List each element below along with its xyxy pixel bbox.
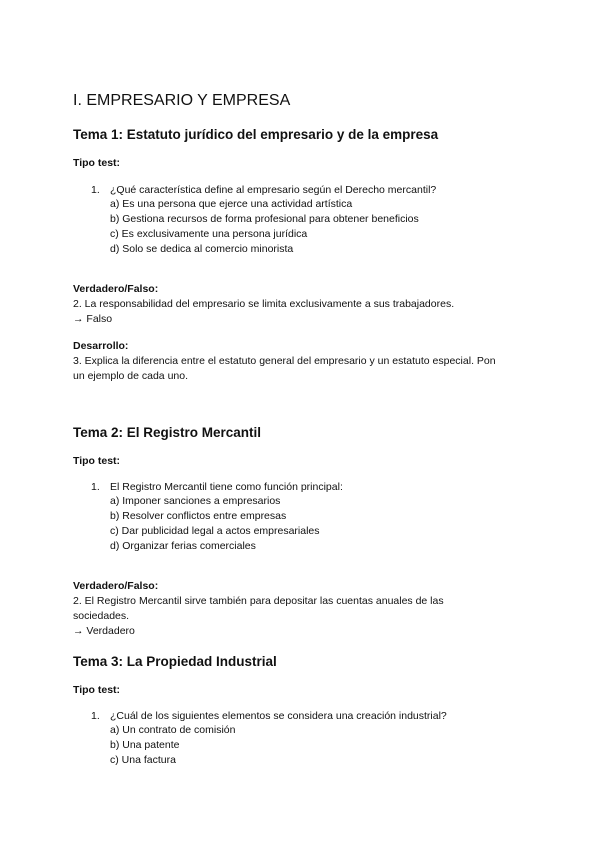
- tema1-q1-option-a: a) Es una persona que ejerce una actividad artística: [110, 198, 353, 210]
- tema1-vf-answer: → Falso: [73, 313, 113, 325]
- tema3-q1-option-a: a) Un contrato de comisión: [110, 724, 236, 736]
- tema2-vf-label: Verdadero/Falso:: [73, 580, 159, 592]
- tema3-q1-option-b: b) Una patente: [110, 739, 180, 751]
- tema2-tipo-test-label: Tipo test:: [73, 455, 121, 467]
- tema2-q1-option-a: a) Imponer sanciones a empresarios: [110, 495, 281, 507]
- tema1-tipo-test-label: Tipo test:: [73, 157, 121, 169]
- tema1-vf-question: 2. La responsabilidad del empresario se limita exclusivamente a sus trabajadores.: [73, 298, 455, 310]
- tema1-q1-question: ¿Qué característica define al empresario según el Derecho mercantil?: [110, 184, 437, 196]
- tema2-q1-option-c: c) Dar publicidad legal a actos empresariales: [110, 525, 320, 537]
- tema2-vf-answer: → Verdadero: [73, 625, 135, 637]
- tema3-q1-option-c: c) Una factura: [110, 754, 176, 766]
- tema2-heading: Tema 2: El Registro Mercantil: [73, 425, 262, 440]
- tema3-tipo-test-label: Tipo test:: [73, 684, 121, 696]
- tema2-vf-line1: 2. El Registro Mercantil sirve también para depositar las cuentas anuales de las: [73, 595, 444, 607]
- tema1-vf-label: Verdadero/Falso:: [73, 283, 159, 295]
- tema1-q1-number: 1.: [91, 184, 100, 196]
- tema1-desarrollo-line2: un ejemplo de cada uno.: [73, 370, 189, 382]
- tema2-q1-number: 1.: [91, 481, 100, 493]
- tema3-heading: Tema 3: La Propiedad Industrial: [73, 654, 277, 669]
- tema2-vf-line2: sociedades.: [73, 610, 130, 622]
- tema1-q1-option-c: c) Es exclusivamente una persona jurídica: [110, 228, 308, 240]
- tema1-desarrollo-line1: 3. Explica la diferencia entre el estatuto general del empresario y un estatuto especial. Pon: [73, 355, 496, 367]
- tema1-heading: Tema 1: Estatuto jurídico del empresario y de la empresa: [73, 127, 439, 142]
- tema2-q1-option-b: b) Resolver conflictos entre empresas: [110, 510, 287, 522]
- tema1-q1-option-b: b) Gestiona recursos de forma profesional para obtener beneficios: [110, 213, 419, 225]
- tema2-q1-option-d: d) Organizar ferias comerciales: [110, 540, 256, 552]
- tema2-q1-question: El Registro Mercantil tiene como función principal:: [110, 481, 343, 493]
- document-title: I. EMPRESARIO Y EMPRESA: [73, 92, 291, 109]
- tema1-q1-option-d: d) Solo se dedica al comercio minorista: [110, 243, 294, 255]
- tema1-desarrollo-label: Desarrollo:: [73, 340, 129, 352]
- tema3-q1-question: ¿Cuál de los siguientes elementos se considera una creación industrial?: [110, 710, 447, 722]
- tema3-q1-number: 1.: [91, 710, 100, 722]
